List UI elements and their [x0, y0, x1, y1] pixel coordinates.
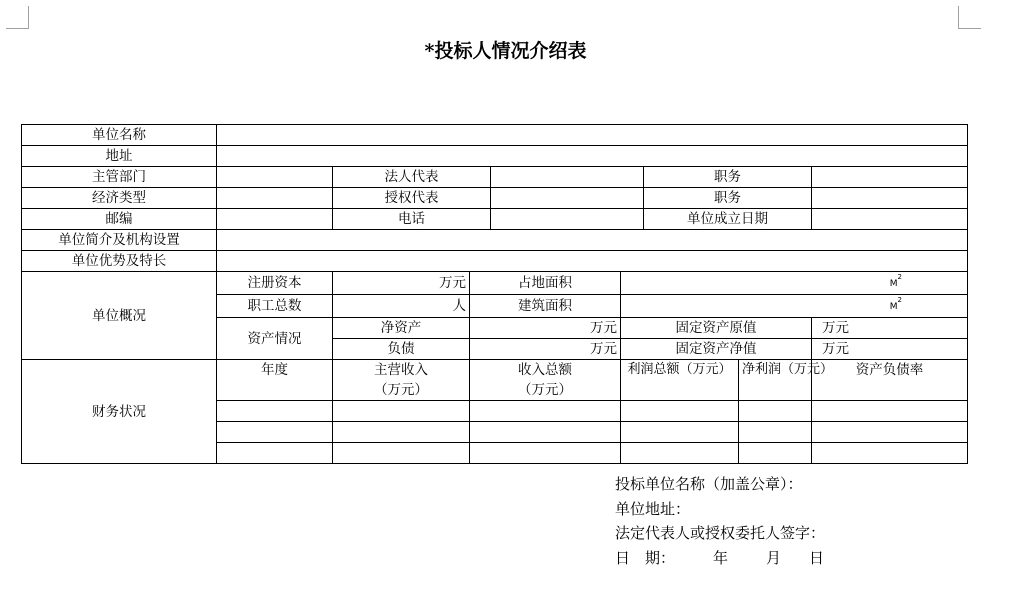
- cell: [333, 422, 470, 443]
- cell: [470, 401, 621, 422]
- bidder-info-table: [21, 124, 968, 464]
- field-founded-date: [812, 209, 968, 230]
- signature-label: 法定代表人或授权委托人签字：: [615, 524, 826, 542]
- header-net-profit: 净利润（万元）: [739, 360, 812, 401]
- cell: [333, 401, 470, 422]
- label-position: 职务: [644, 188, 812, 209]
- cell: [812, 422, 968, 443]
- label-finance: 财务状况: [22, 360, 217, 464]
- label-building-area: 建筑面积: [470, 295, 621, 318]
- label-land-area: 占地面积: [470, 272, 621, 295]
- field-position: [812, 188, 968, 209]
- header-debt-ratio: 资产负债率: [812, 360, 968, 401]
- cell: [739, 443, 812, 464]
- label-liabilities: 负债: [333, 339, 470, 360]
- cell: [470, 443, 621, 464]
- unit-address-label: 单位地址：: [615, 499, 691, 518]
- date-line: [615, 546, 825, 571]
- label-postcode: 邮编: [22, 209, 217, 230]
- unit-wan: 万元: [812, 318, 968, 339]
- label-legal-rep: 法人代表: [333, 167, 491, 188]
- field-advantages: [217, 251, 968, 272]
- unit-wan: 万元: [470, 318, 621, 339]
- cell: [217, 443, 333, 464]
- header-total-income: 收入总额 （万元）: [470, 360, 621, 401]
- field-address: [217, 146, 968, 167]
- table-row: [22, 251, 968, 272]
- cell: [621, 401, 739, 422]
- document-title: *投标人情况介绍表: [424, 40, 587, 62]
- table-row: [22, 360, 968, 401]
- field-profile: [217, 230, 968, 251]
- bidder-name-label: 投标单位名称（加盖公章）：: [615, 475, 803, 493]
- unit-wan: 万元: [470, 339, 621, 360]
- label-address: 地址: [22, 146, 217, 167]
- unit-wan: 万元: [333, 272, 470, 295]
- header-year: 年度: [217, 360, 333, 401]
- signature-block: [615, 472, 825, 570]
- crop-mark-top-right: [958, 6, 981, 29]
- cell: [739, 401, 812, 422]
- field-economic-type: [217, 188, 333, 209]
- field-supervisor: [217, 167, 333, 188]
- cell: [621, 422, 739, 443]
- cell: [812, 443, 968, 464]
- cell: [739, 422, 812, 443]
- header-main-revenue: 主营收入 （万元）: [333, 360, 470, 401]
- cell: [333, 443, 470, 464]
- year-label: 年: [713, 548, 729, 567]
- label-employees: 职工总数: [217, 295, 333, 318]
- label-authorized-rep: 授权代表: [333, 188, 491, 209]
- field-unit-name: [217, 125, 968, 146]
- label-assets: 资产情况: [217, 318, 333, 360]
- label-advantages: 单位优势及特长: [22, 251, 217, 272]
- label-phone: 电话: [333, 209, 491, 230]
- label-profile: 单位简介及机构设置: [22, 230, 217, 251]
- label-supervisor: 主管部门: [22, 167, 217, 188]
- day-label: 日: [809, 548, 825, 567]
- table-row: [22, 146, 968, 167]
- label-fixed-original: 固定资产原值: [621, 318, 812, 339]
- cell: [217, 401, 333, 422]
- label-overview: 单位概况: [22, 272, 217, 360]
- label-fixed-net: 固定资产净值: [621, 339, 812, 360]
- label-economic-type: 经济类型: [22, 188, 217, 209]
- cell: [812, 401, 968, 422]
- cell: [470, 422, 621, 443]
- table-row: [22, 272, 968, 295]
- table-row: [22, 209, 968, 230]
- cell: [217, 422, 333, 443]
- label-position: 职务: [644, 167, 812, 188]
- header-total-profit: 利润总额（万元）: [621, 360, 739, 401]
- table-row: [22, 230, 968, 251]
- cell: [621, 443, 739, 464]
- field-authorized-rep: [491, 188, 644, 209]
- label-founded-date: 单位成立日期: [644, 209, 812, 230]
- unit-person: 人: [333, 295, 470, 318]
- label-unit-name: 单位名称: [22, 125, 217, 146]
- crop-mark-top-left: [6, 6, 29, 29]
- label-net-assets: 净资产: [333, 318, 470, 339]
- field-position: [812, 167, 968, 188]
- unit-wan: 万元: [812, 339, 968, 360]
- date-label: 日 期：: [615, 548, 676, 567]
- table-row: [22, 167, 968, 188]
- unit-sqm: $M^2$: [621, 295, 968, 318]
- month-label: 月: [766, 548, 782, 567]
- unit-sqm: $M^2$: [621, 272, 968, 295]
- field-phone: [491, 209, 644, 230]
- table-row: [22, 125, 968, 146]
- field-postcode: [217, 209, 333, 230]
- table-row: [22, 188, 968, 209]
- field-legal-rep: [491, 167, 644, 188]
- label-registered-capital: 注册资本: [217, 272, 333, 295]
